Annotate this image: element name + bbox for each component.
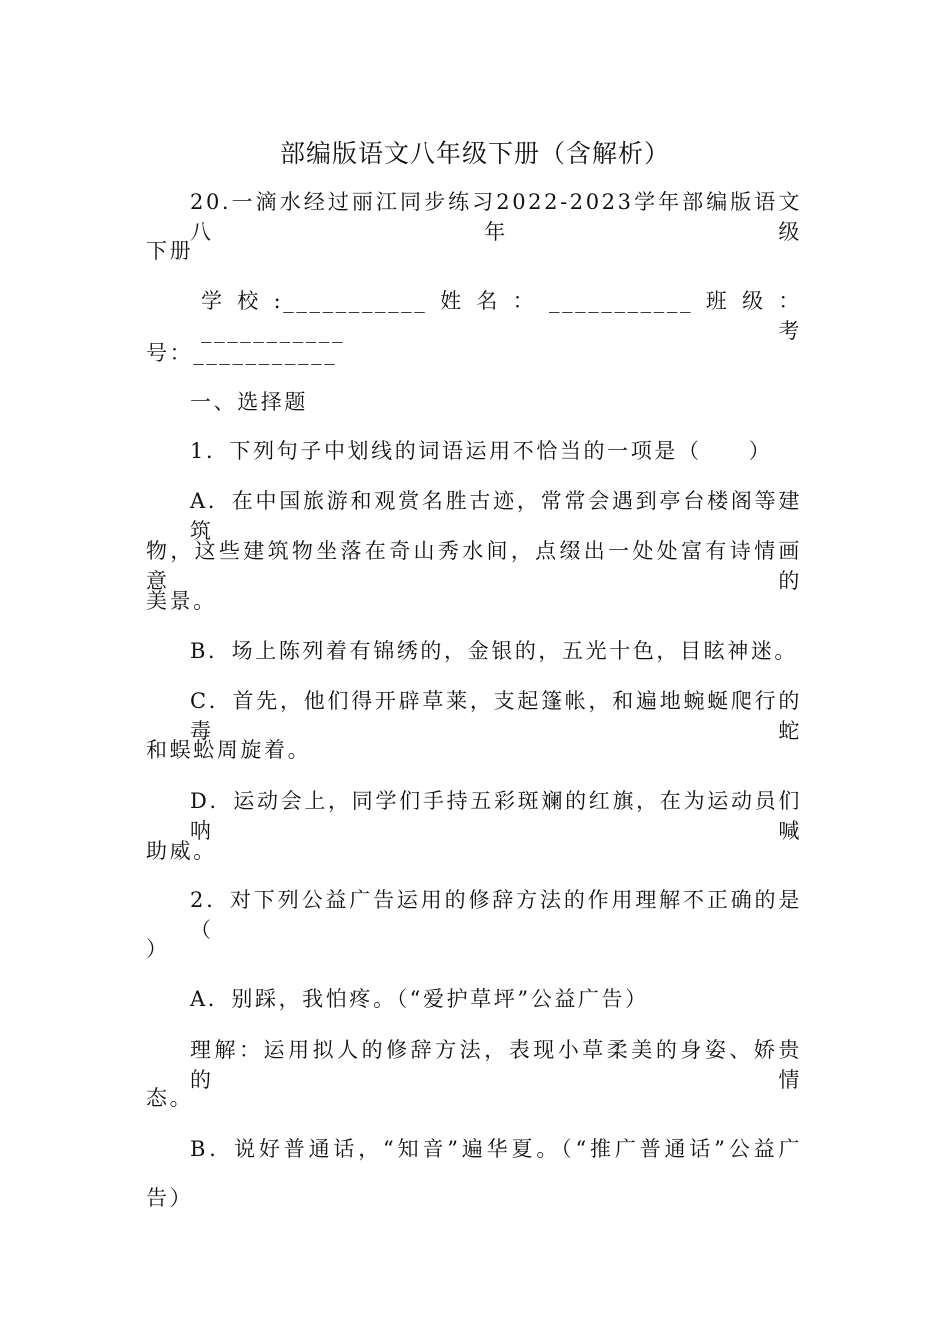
question-1-option-c: C．首先，他们得开辟草莱，支起篷帐，和遍地蜿蜒爬行的毒蛇 <box>190 689 802 743</box>
question-1-option-a: A．在中国旅游和观赏名胜古迹，常常会遇到亭台楼阁等建筑 <box>190 489 802 543</box>
question-1-option-c-cont: 和蜈蚣周旋着。 <box>146 738 312 762</box>
question-1-option-d-cont: 助威。 <box>146 839 217 863</box>
question-2-stem: 2．对下列公益广告运用的修辞方法的作用理解不正确的是（ <box>190 888 802 942</box>
question-2-option-b-cont: 告） <box>146 1186 194 1210</box>
question-2-option-a-explanation-cont: 态。 <box>146 1086 194 1110</box>
question-2-option-a-explanation: 理解：运用拟人的修辞方法，表现小草柔美的身姿、娇贵的情 <box>190 1038 802 1092</box>
student-info-fields-cont: 号：___________ <box>146 341 338 365</box>
question-1-option-a-end: 美景。 <box>146 589 217 613</box>
subtitle-line-1: 20.一滴水经过丽江同步练习2022-2023学年部编版语文八年级 <box>190 190 802 244</box>
question-1-option-b: B．场上陈列着有锦绣的，金银的，五光十色，目眩神迷。 <box>190 639 799 663</box>
question-2-stem-cont: ） <box>146 937 170 961</box>
subtitle-line-2: 下册 <box>146 239 194 263</box>
document-title: 部编版语文八年级下册（含解析） <box>279 139 670 168</box>
question-2-option-a: A．别踩，我怕疼。（“爱护草坪”公益广告） <box>190 987 649 1011</box>
question-1-option-d: D．运动会上，同学们手持五彩斑斓的红旗，在为运动员们呐喊 <box>190 789 802 843</box>
student-info-fields: 学校:___________姓名：___________班级：___________考 <box>201 289 802 343</box>
question-1-option-a-cont: 物，这些建筑物坐落在奇山秀水间，点缀出一处处富有诗情画意的 <box>146 539 802 593</box>
question-1-stem: 1．下列句子中划线的词语运用不恰当的一项是（ ） <box>190 439 773 463</box>
section-heading: 一、选择题 <box>190 390 308 414</box>
question-2-option-b: B．说好普通话，“知音”遍华夏。（“推广普通话”公益广 <box>190 1137 802 1161</box>
